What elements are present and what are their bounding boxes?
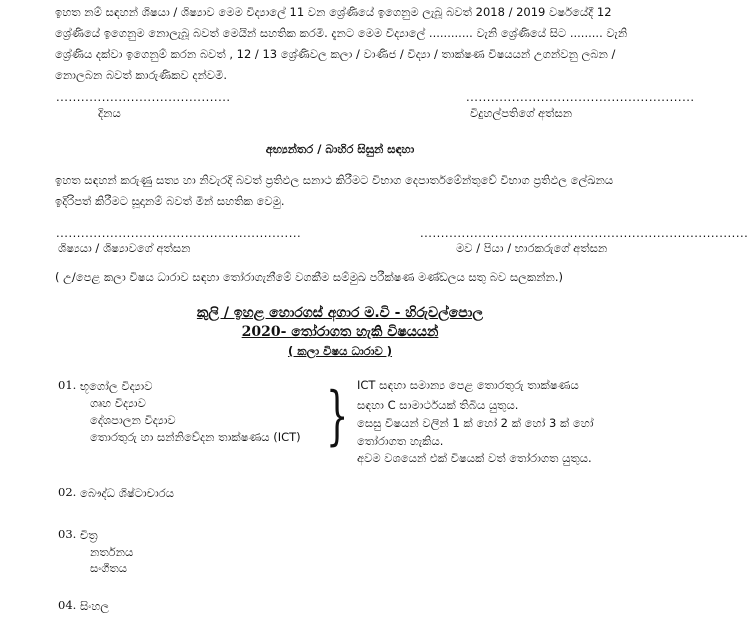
subject-item: සිංහල (80, 599, 110, 613)
group-number: 03. (58, 527, 77, 541)
subject-item: භූගෝල විද්‍යාව (80, 379, 153, 393)
curly-brace: } (326, 379, 349, 453)
stream-title: ( කලා විෂය ධාරාව ) (287, 344, 393, 358)
ict-note-line: අවම වශයෙන් එක් විෂයක් වත් තෝරාගත යුතුය. (357, 451, 592, 465)
principal-signature-line: ....................................................... (466, 90, 695, 104)
parent-signature-line: ............................................................................... (420, 226, 748, 240)
date-dotted-line: .......................................... (56, 90, 231, 104)
subject-item: චිත්‍ර (80, 528, 98, 542)
section-title: අභ්‍යන්තර / බාහිර සිසුන් සඳහා (265, 142, 415, 156)
ict-note-line: තෝරාගත හැකිය. (357, 434, 444, 448)
ict-note-line: ICT සඳහා සමාන්‍ය පෙළ තොරතුරු තාක්ෂණය (357, 378, 579, 392)
group-number: 02. (58, 485, 77, 499)
subject-item: නර්තනය (90, 545, 134, 559)
selection-note: ( උ/පෙළ කලා විෂය ධාරාව සඳහා තෝරාගැනීමේ වගකීම සම්මුඛ පරීක්ෂණ මණ්ඩලය සතු බව සලකන්න.) (55, 270, 564, 284)
subject-item: දේශපාලන විද්‍යාව (90, 413, 176, 427)
student-signature-label: ශිෂ්‍යයා / ශිෂ්‍යාවගේ අත්සන (58, 241, 191, 255)
subject-item: සංගීතය (90, 561, 128, 575)
subject-item: බෞද්ධ ශිෂ්ටාචාරය (80, 486, 174, 500)
school-title: කුලි / ඉහළ හොරගස් අගාර ම.වි - හිරුවල්පොල (196, 305, 484, 321)
subject-item: තොරතුරු හා සන්නිවේදන තාක්ෂණය (ICT) (90, 430, 301, 444)
certification-paragraph: ඉහත නම් සඳහන් ශිෂයා / ශිෂ්‍යාව මෙම විද්‍යාලේ 11 වන ශ්‍රේණියේ ඉගෙනුම ලැබූ බවත් 2018 / 2019 වර්ෂයේදී 12 ශ්‍රේණියේ ඉගෙනුම නොලැබූ බවත් මෙයින් සහතික කරමි. දැනට මෙම විද්‍යාලේ ............ වැනි ශ්‍රේණියේ සිට ......... වැනි ශ්‍රේණිය දක්වා ඉගෙනුම් කරන බවත් , 12 / 13 ශ්‍රේණිවල කලා / වාණිජ / විද්‍යා / තාක්ෂණ විෂයයන් උගන්වනු ලබන / නොලබන බවත් කාරුණිකව දන්වමි. (55, 5, 628, 82)
ict-note-line: සෙසු විෂයන් වලින් 1 ක් හෝ 2 ක් හෝ 3 ක් හෝ (357, 416, 594, 430)
date-label: දිනය (98, 106, 121, 120)
student-signature-line: ........................................................... (56, 226, 302, 240)
declaration-paragraph: ඉහත සඳහන් කරුණු සත්‍ය හා නිවැරදි බවත් ප්‍රතිඵල සනාථ කිරීමට විභාග දෙපාර්තමේන්තුවේ විභාග ප්‍රතිඵල ලේඛනය ඉදිරිපත් කිරීමට සූදානම් බවත් මින් සහතික වෙමු. (55, 173, 614, 208)
parent-signature-label: මව / පියා / භාරකරුගේ අත්සන (456, 241, 608, 255)
ict-note-line: සඳහා C සාමාර්ථයක් තිබිය යුතුය. (357, 398, 519, 412)
group-number: 04. (58, 598, 77, 612)
subject-item: ගෘහ විද්‍යාව (90, 396, 146, 410)
year-title: 2020- තෝරාගත හැකි විෂයයන් (241, 324, 439, 340)
group-number: 01. (58, 378, 77, 392)
principal-signature-label: විදුහල්පතිගේ අත්සන (470, 106, 573, 120)
